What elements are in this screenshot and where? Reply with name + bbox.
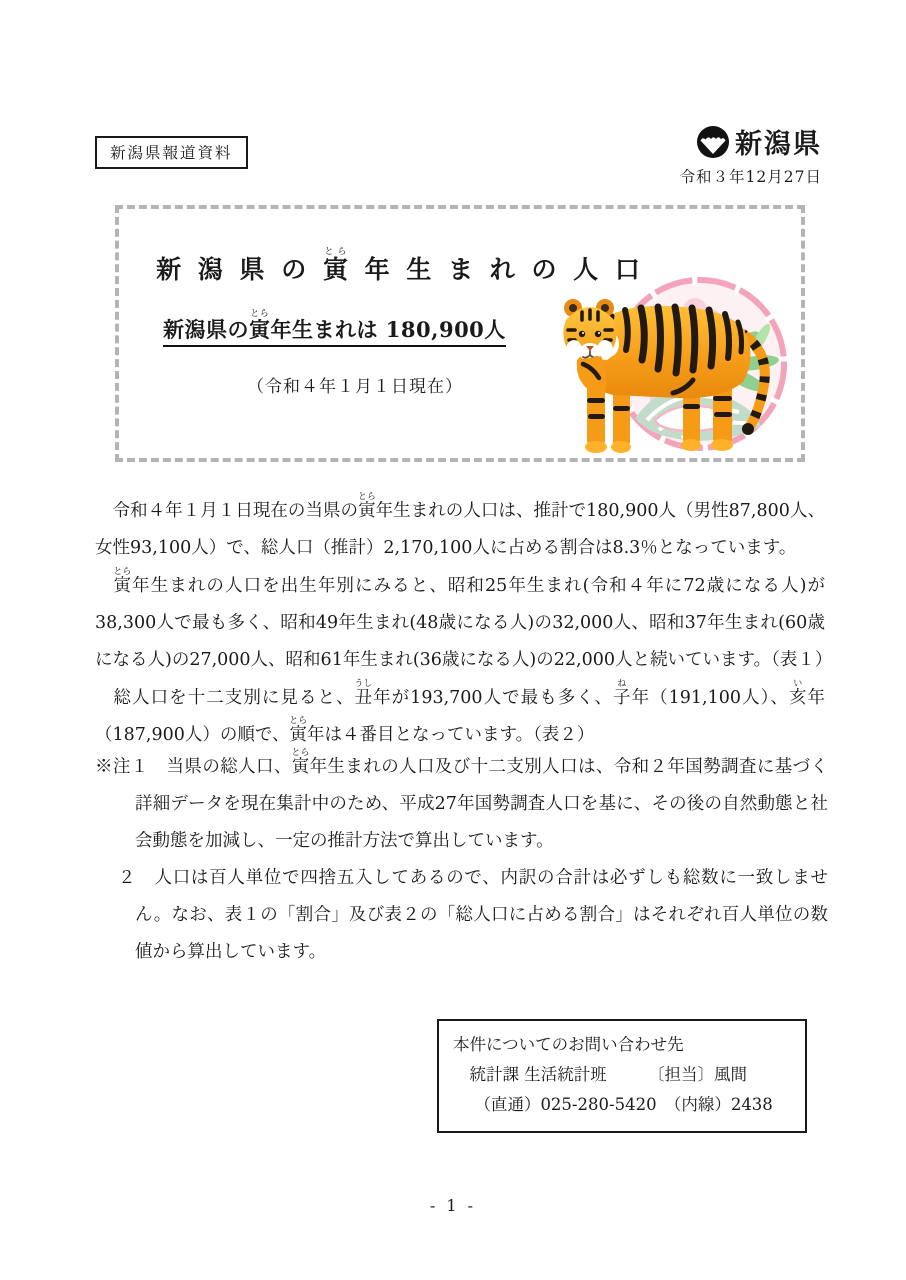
contact-phone: （直通）025-280-5420 （内線）2438: [474, 1095, 773, 1114]
body-paragraph-3: 総人口を十二支別に見ると、丑うし年が193,700人で最も多く、子ね年（191,100人）、亥い年（187,900人）の順で、寅とら年は４番目となっています。（表２）: [95, 679, 825, 745]
announcement-box: [115, 205, 805, 462]
contact-department: 統計課 生活統計班 〔担当〕風間: [469, 1065, 747, 1084]
body-text: [95, 492, 833, 754]
document-date: 令和３年12月27日: [679, 168, 822, 186]
body-paragraph-2: 寅とら年生まれの人口を出生年別にみると、昭和25年生まれ(令和４年に72歳になる人)が38,300人で最も多く、昭和49年生まれ(48歳になる人)の32,000人、昭和37年生まれ(60歳になる人)の27,000人、昭和61年生まれ(36歳になる人)の22,000人と続いています。（表１）: [95, 567, 833, 670]
body-paragraph-1: 令和４年１月１日現在の当県の寅とら年生まれの人口は、推計で180,900人（男性87,800人、女性93,100人）で、総人口（推計）2,170,100人に占める割合は8.3％となっています。: [95, 492, 825, 558]
tiger-head: [560, 299, 619, 362]
press-release-label: 新潟県報道資料: [95, 136, 248, 169]
note-2: ２ 人口は百人単位で四捨五入してあるので、内訳の合計は必ずしも総数に一致しません。なお、表１の「割合」及び表２の「総人口に占める割合」はそれぞれ百人単位の数値から算出しています。: [118, 868, 828, 962]
as-of-date: （令和４年１月１日現在）: [247, 377, 463, 397]
tiger-illustration: [517, 268, 795, 456]
announcement-title: 新 潟 県 の 寅とら 年 生 ま れ の 人 口: [156, 247, 644, 284]
notes-section: [95, 748, 828, 971]
contact-title: 本件についてのお問い合わせ先: [453, 1035, 684, 1054]
headline-underlined: 新潟県の寅とら年生まれは 180,900人: [163, 309, 506, 347]
page-number: - 1 -: [429, 1196, 477, 1215]
note-1: ※注１ 当県の総人口、寅とら年生まれの人口及び十二支別人口は、令和２年国勢調査に基づく詳細データを現在集計中のため、平成27年国勢調査人口を基に、その後の自然動態と社会動態を加減し、一定の推計方法で算出しています。: [95, 748, 828, 851]
header-right: [680, 122, 822, 187]
niigata-prefecture-logo-icon: [696, 125, 730, 159]
prefecture-name: 新潟県: [735, 129, 822, 160]
contact-box: [437, 1019, 807, 1133]
